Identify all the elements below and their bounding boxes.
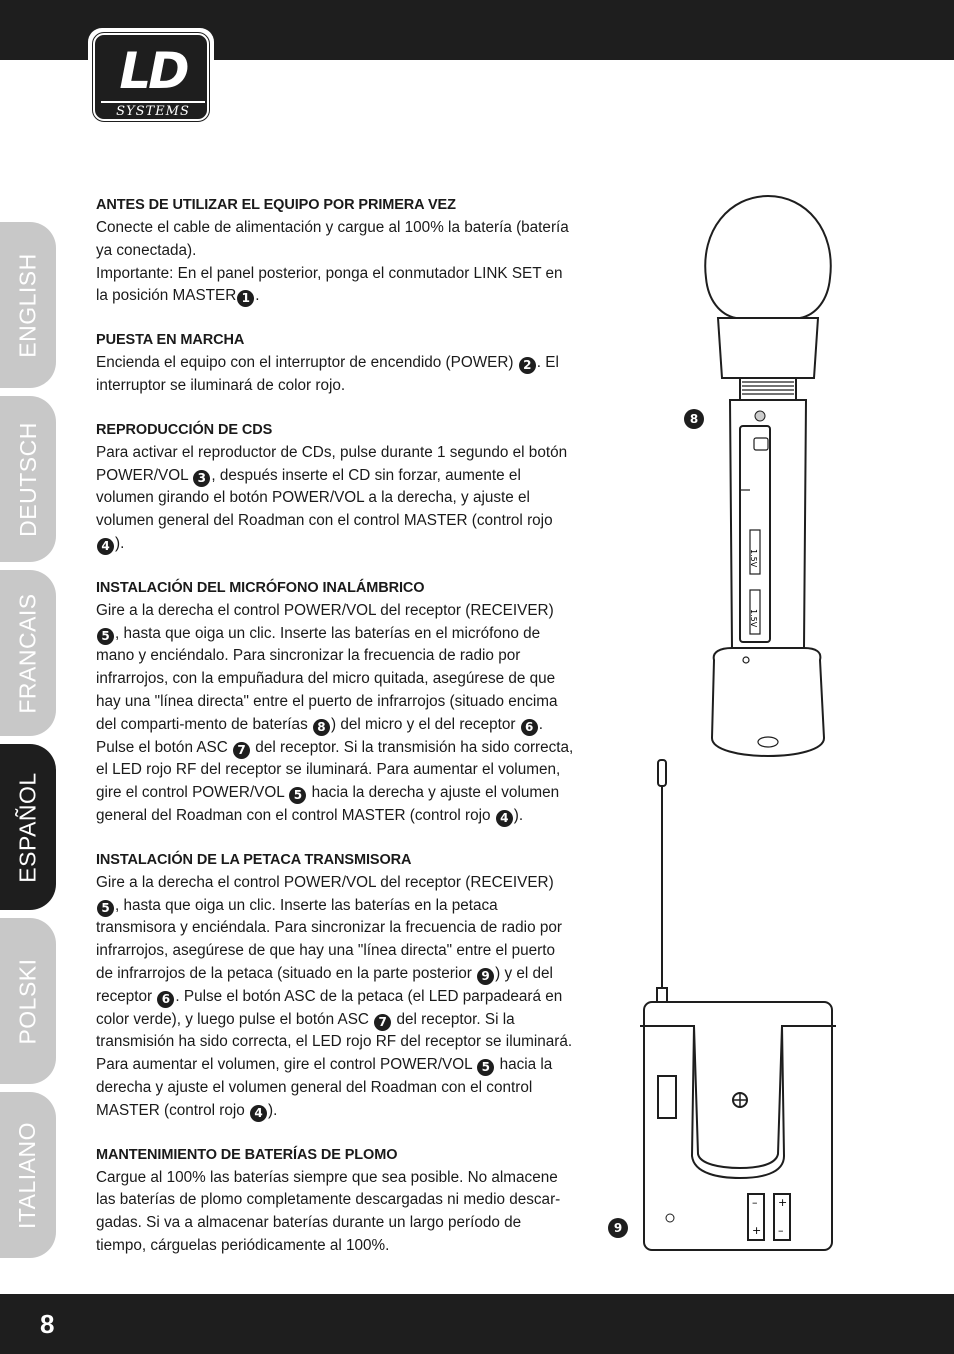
ref-number: 2: [519, 357, 536, 374]
battery-label: 1.5V: [749, 609, 758, 628]
paragraph: Cargue al 100% las baterías siempre que sea posible. No almacene las baterías de plomo completamente descargadas ni medio descar-gadas. Si va a almacenar baterías durante un largo período de tiempo, cárguelas periódicamente al 100%.: [96, 1168, 561, 1254]
ref-number: 7: [374, 1014, 391, 1031]
ref-number: 5: [289, 787, 306, 804]
section-first-use: [96, 194, 574, 308]
device-illustrations: [600, 190, 850, 1260]
battery-minus: –: [778, 1224, 784, 1237]
section-title: REPRODUCCIÓN DE CDS: [96, 421, 273, 438]
ref-number: 1: [237, 290, 254, 307]
section-title: PUESTA EN MARCHA: [96, 332, 245, 349]
ref-number: 3: [193, 470, 210, 487]
section-title: MANTENIMIENTO DE BATERÍAS DE PLOMO: [96, 1146, 398, 1163]
section-startup: [96, 329, 574, 398]
tab-italiano[interactable]: ITALIANO: [0, 1092, 56, 1258]
logo-subtitle: SYSTEMS: [101, 101, 205, 119]
bottom-bar: [0, 1294, 954, 1354]
tab-english[interactable]: ENGLISH: [0, 222, 56, 388]
battery-plus: +: [778, 1196, 788, 1209]
ref-number: 4: [496, 810, 513, 827]
battery-label: 1.5V: [749, 549, 758, 568]
ref-number: 8: [313, 719, 330, 736]
section-title: INSTALACIÓN DEL MICRÓFONO INALÁMBRICO: [96, 579, 425, 596]
logo-mark: LD: [119, 42, 187, 100]
callout-9: 9: [608, 1218, 628, 1238]
battery-minus: –: [752, 1196, 758, 1209]
bodypack-transmitter-illustration: [600, 756, 850, 1256]
ref-number: 4: [250, 1105, 267, 1122]
tab-espanol[interactable]: ESPAÑOL: [0, 744, 56, 910]
ref-number: 5: [97, 900, 114, 917]
section-cd-playback: [96, 419, 574, 556]
main-content: [96, 194, 574, 1279]
page-number: 8: [40, 1309, 55, 1339]
section-title: ANTES DE UTILIZAR EL EQUIPO POR PRIMERA VEZ: [96, 197, 456, 213]
ref-number: 5: [97, 628, 114, 645]
paragraph: Gire a la derecha el control POWER/VOL del receptor (RECEIVER) 5 , hasta que oiga un clic. Inserte las baterías en la petaca transmisora y enciéndala. Para sincronizar la frecuencia de radio por infrarrojos, asegúrese de que hay una "línea directa" entre el puerto de infrarrojos de la petaca (situado en la parte posterior 9 ) y el del receptor 6 . Pulse el botón ASC de la petaca (el LED parpadeará en color verde), y luego pulse el botón ASC 7 del receptor. Si la transmisión ha sido correcta, el LED rojo RF del receptor se iluminará. Para aumentar el volumen, gire el control POWER/VOL 5 hacia la derecha y ajuste el volumen general del Roadman con el control MASTER (control rojo 4 ).: [96, 873, 573, 1120]
callout-8: 8: [684, 409, 704, 429]
paragraph: Para activar el reproductor de CDs, pulse durante 1 segundo el botón POWER/VOL 3 , después inserte el CD sin forzar, aumente el volumen girando el botón POWER/VOL a la derecha, y ajuste el volumen general del Roadman con el control MASTER (control rojo 4 ).: [96, 443, 568, 553]
section-title: INSTALACIÓN DE LA PETACA TRANSMISORA: [96, 851, 412, 868]
ld-systems-logo: [88, 28, 214, 126]
section-battery-maintenance: [96, 1144, 574, 1258]
paragraph: Encienda el equipo con el interruptor de encendido (POWER) 2 . El interruptor se iluminará de color rojo.: [96, 354, 559, 394]
ref-number: 6: [157, 991, 174, 1008]
ref-number: 4: [97, 538, 114, 555]
section-bodypack: [96, 849, 574, 1123]
paragraph: Gire a la derecha el control POWER/VOL del receptor (RECEIVER) 5 , hasta que oiga un clic. Inserte las baterías en el micrófono de mano y enciéndalo. Para sincronizar la frecuencia de radio por infrarrojos, con la empuñadura del micro quitada, asegúrese de que hay una "línea directa" entre el puerto de infrarrojos (situado encima del comparti-mento de baterías 8 ) del micro y el del receptor 6 . Pulse el botón ASC 7 del receptor. Si la transmisión ha sido correcta, el LED rojo RF del receptor se iluminará. Para aumentar el volumen, gire el control POWER/VOL 5 hacia la derecha y ajuste el volumen general del Roadman con el control MASTER (control rojo 4 ).: [96, 601, 574, 825]
paragraph: Importante: En el panel posterior, ponga el conmutador LINK SET en la posición MASTER 1 .: [96, 264, 563, 306]
ref-number: 9: [477, 968, 494, 985]
battery-plus: +: [752, 1224, 762, 1237]
ref-number: 5: [477, 1059, 494, 1076]
section-wireless-mic: [96, 577, 574, 828]
ref-number: 7: [233, 742, 250, 759]
tab-polski[interactable]: POLSKI: [0, 918, 56, 1084]
handheld-microphone-illustration: [600, 190, 850, 760]
ref-number: 6: [521, 719, 538, 736]
tab-francais[interactable]: FRANCAIS: [0, 570, 56, 736]
tab-deutsch[interactable]: DEUTSCH: [0, 396, 56, 562]
paragraph: Conecte el cable de alimentación y cargue al 100% la batería (batería ya conectada).: [96, 219, 569, 259]
